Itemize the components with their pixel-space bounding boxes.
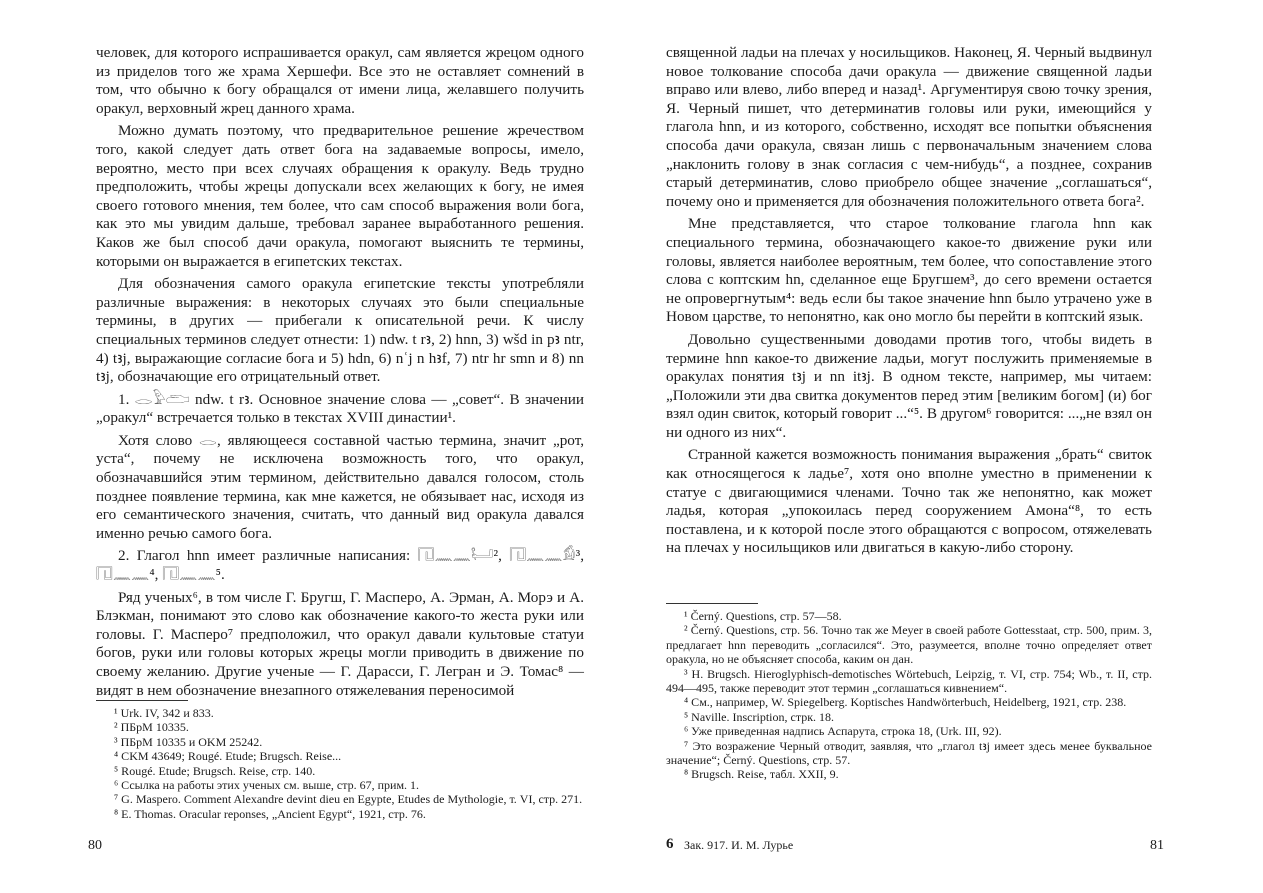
footnote-divider xyxy=(666,603,758,604)
footnote: ¹ Urk. IV, 342 и 833. xyxy=(114,706,214,720)
footnote: ⁴ CKM 43649; Rougé. Etude; Brugsch. Reise... xyxy=(114,749,342,764)
footnote: ⁸ Brugsch. Reise, табл. XXII, 9. xyxy=(684,767,839,782)
paragraph: священной ладьи на плечах у носильщиков. Наконец, Я. Черный выдвинул новое толкование способа дачи оракула — движение священной ладьи вправо или влево, либо вперед и назад¹. Аргументируя свою точку зрения, Я. Черный пишет, что детерминатив головы или руки, имеющийся у глагола hnn, и из которого, собственно, исходят все попытки объяснения способа дачи оракула, связан лишь с первоначальным значением слова „наклонить голову в знак согласия с чем-нибудь“, а позднее, сохранив старый детерминатив, слово приобрело общее значение „соглашаться“, почему оно и применяется для обозначения положительного ответа бога². xyxy=(666,44,1152,210)
footnote: ⁶ Ссылка на работы этих ученых см. выше, стр. 67, прим. 1. xyxy=(114,778,420,793)
right-footnotes xyxy=(666,609,1152,782)
paragraph: Довольно существенными доводами против того, чтобы видеть в термине hnn какое-то движение ладьи, могут послужить применяемые в оракулах понятия tꜣj и nn itꜣj. В одном тексте, например, мы читаем: „Положили эти два свитка документов перед этим [великим богом] (и) бог взял один свиток, который говорит ...“⁵. В другом⁶ говорится: ...„не взял он ни одного из них“. xyxy=(666,330,1152,441)
footnote: ⁷ G. Maspero. Comment Alexandre devint dieu en Egypte, Etudes de Mythologie, т. VI, стр. 271. xyxy=(114,792,583,807)
left-body xyxy=(96,0,584,700)
left-footnotes xyxy=(96,706,584,821)
footnote: ⁵ Rougé. Etude; Brugsch. Reise, стр. 140. xyxy=(114,763,316,778)
paragraph: Ряд ученых⁶, в том числе Г. Бругш, Г. Масперо, А. Эрман, А. Морэ и А. Блэкман, понимают это слово как обозначение какого-то жеста руки или головы. Г. Масперо⁷ предположил, что оракул давали культовые статуи богов, руки или головы которых жрецы могли приводить в движение по своему желанию. Другие ученые — Г. Дарасси, Г. Легран и Э. Томас⁸ — видят в нем обозначение внезапного отяжелевания переносимой xyxy=(96,588,584,699)
paragraph: 1. 𓂋𓅱𓂧 ndw. t rꜣ. Основное значение слова — „совет“. В значении „оракул“ встречается только в текстах XVIII династии¹. xyxy=(96,390,584,427)
footnote: ³ H. Brugsch. Hieroglyphisch-demotisches Wörtebuch, Leipzig, т. VI, стр. 754; Wb., т. II, стр. 494—495, также переводит этот термин „соглашаться кивнением“. xyxy=(666,666,1152,696)
footnote: ⁷ Это возражение Черный отводит, заявляя, что „глагол tꜣj имеет здесь менее буквальное значение“; Černý. Questions, стр. 57. xyxy=(666,738,1152,768)
footnote: ⁸ E. Thomas. Oracular reponses, „Ancient Egypt“, 1921, стр. 76. xyxy=(114,806,426,821)
footnote: ² Černý. Questions, стр. 56. Точно так же Meyer в своей работе Gottesstaat, стр. 500, прим. 3, предлагает hnn переводить „согласился“. Это, разумеется, вполне точно определяет ответ оракула, но не объясняет способа, каким он дан. xyxy=(666,623,1152,667)
right-page xyxy=(666,0,1164,893)
footnote: ³ ПБрМ 10335 и OKM 25242. xyxy=(114,734,263,749)
footnote: ⁴ См., например, W. Spiegelberg. Koptisches Handwörterbuch, Heidelberg, 1921, стр. 238. xyxy=(684,695,1127,710)
printer-signature: Зак. 917. И. М. Лурье xyxy=(684,838,794,852)
footnote: ⁵ Naville. Inscription, стрк. 18. xyxy=(684,709,835,724)
page-number: 80 xyxy=(88,838,102,853)
footnote: ⁶ Уже приведенная надпись Аспарута, строка 18, (Urk. III, 92). xyxy=(684,724,1002,739)
paragraph: 2. Глагол hnn имеет различные написания: 𓉔𓈖𓈖𓂡², 𓉔𓈖𓈖𓀁³, 𓉔𓈖𓈖⁴, 𓉔𓈖𓈖⁵. xyxy=(96,547,584,584)
paragraph: человек, для которого испрашивается оракул, сам является жрецом одного из приделов того же храма Хершефи. Все это не оставляет сомнений в том, что обычно к богу обращался от имени лица, желавшего получить оракул, верховный жрец данного храма. xyxy=(96,44,584,117)
paragraph: Можно думать поэтому, что предварительное решение жречеством того, какой следует дать ответ бога на задаваемые вопросы, имело, вероятно, место при всех случаях обращения к оракулу. Ведь трудно предположить, чтобы жрецы допускали всех желающих к богу, не имея своего готового мнения, тем более, что сам способ выражения воли бога, как это мы увидим дальше, требовал заранее выработанного решения. Каков же был способ дачи оракула, помогают выяснить те термины, которыми он выражается в египетских текстах. xyxy=(96,122,584,270)
right-body xyxy=(666,0,1152,558)
signature-number: 6 xyxy=(666,836,674,852)
footnote-divider xyxy=(96,700,188,701)
page-number: 81 xyxy=(1150,838,1164,853)
paragraph: Мне представляется, что старое толкование глагола hnn как специального термина, обозначающего какое-то движение руки или головы, является наиболее вероятным, тем более, что сопоставление этого слова с коптским hn, сделанное еще Бругшем³, до сего времени остается не опровергнутым⁴: ведь если бы такое значение hnn было утрачено уже в Новом царстве, то непонятно, как оно могло бы перейти в коптский язык. xyxy=(666,215,1152,326)
left-page xyxy=(88,0,584,893)
paragraph: Хотя слово 𓂋, являющееся составной частью термина, значит „рот, уста“, почему не исключена возможность того, что оракул, обозначавшийся этим термином, действительно давался голосом, столь позднее появление термина, как мне кажется, не обязывает нас, исходя из его семантического значения, считать, что данный вид оракула давался именно речью самого бога. xyxy=(96,431,584,542)
paragraph: Для обозначения самого оракула египетские тексты употребляли различные выражения: в некоторых случаях это были специальные термины, в других — прибегали к описательной речи. К числу специальных терминов следует отнести: 1) ndw. t rꜣ, 2) hnn, 3) wšd in pꜣ ntr, 4) tꜣj, выражающие согласие бога и 5) hdn, 6) nʿj n hꜣf, 7) ntr hr smn и 8) nn tꜣj, обозначающие его отрицательный ответ. xyxy=(96,275,584,386)
footnote: ² ПБрМ 10335. xyxy=(114,720,189,735)
paragraph: Странной кажется возможность понимания выражения „брать“ свиток как относящегося к ладье⁷, хотя оно вполне уместно в применении к статуе с двигающимися членами. Точно так же непонятно, как может ладья, которая „упокоилась перед сооружением Амона“⁸, то есть поставлена, и к которой после этого обращаются с вопросом, отяжелевать на плечах у носильщиков или двигаться в какую-либо сторону. xyxy=(666,446,1152,557)
footnote: ¹ Černý. Questions, стр. 57—58. xyxy=(684,609,842,623)
